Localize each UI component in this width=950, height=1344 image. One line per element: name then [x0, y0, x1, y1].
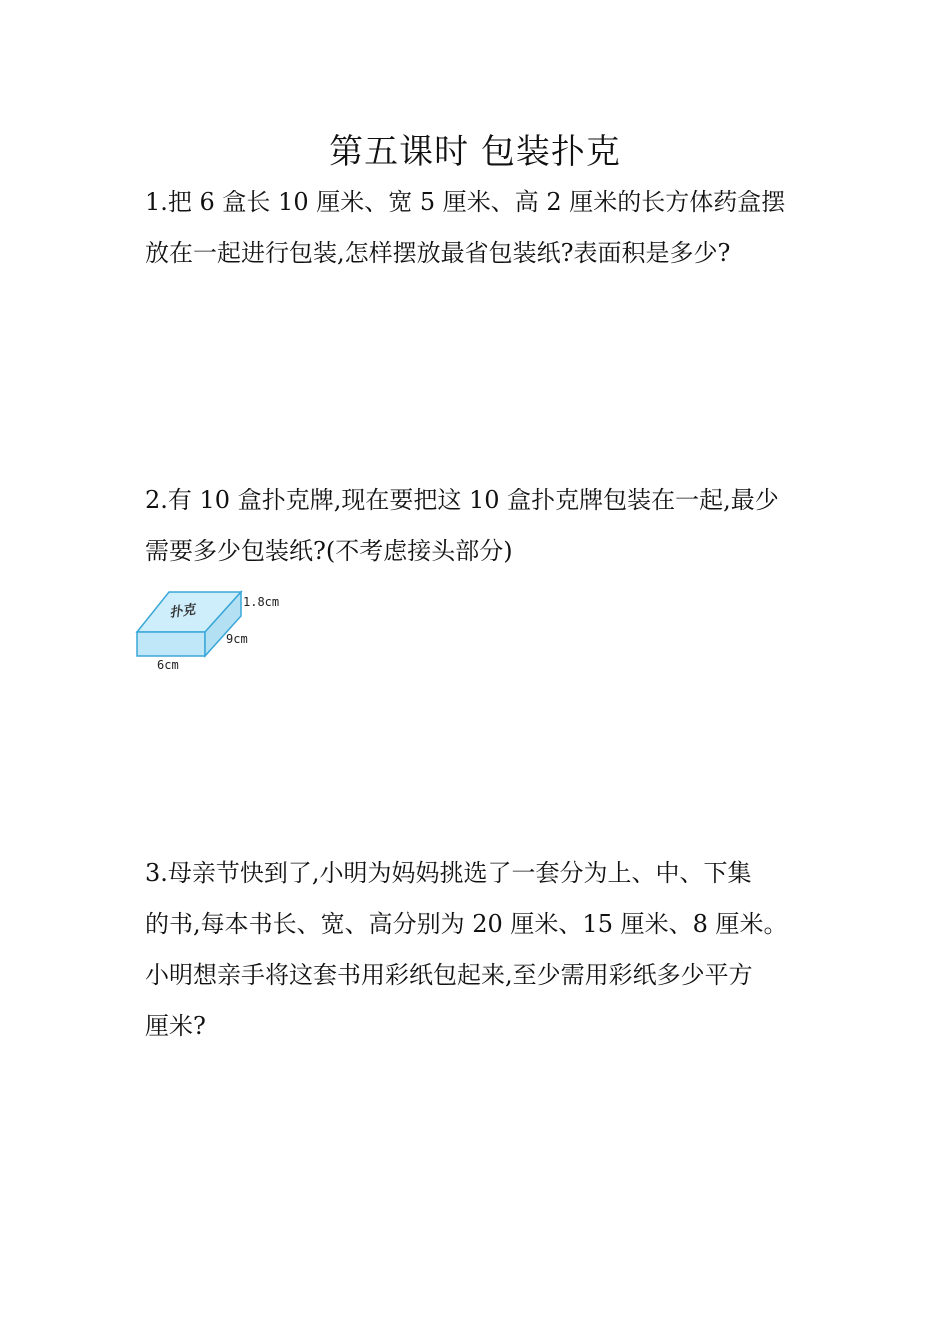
question-3-line-2: 的书,每本书长、宽、高分别为 20 厘米、15 厘米、8 厘米。	[145, 910, 788, 938]
page-title: 第五课时 包装扑克	[329, 132, 621, 172]
question-1-line-1: 1.把 6 盒长 10 厘米、宽 5 厘米、高 2 厘米的长方体药盒摆	[145, 188, 786, 216]
question-3-line-3: 小明想亲手将这套书用彩纸包起来,至少需用彩纸多少平方	[145, 961, 753, 989]
question-2-line-1: 2.有 10 盒扑克牌,现在要把这 10 盒扑克牌包装在一起,最少	[145, 486, 779, 514]
length-dimension-label: 6cm	[157, 658, 179, 672]
box-front-face	[137, 632, 205, 656]
box-label-text: 扑克	[168, 602, 197, 621]
playing-card-box-figure	[132, 584, 292, 676]
question-1-line-2: 放在一起进行包装,怎样摆放最省包装纸?表面积是多少?	[145, 239, 731, 267]
height-dimension-label: 1.8cm	[243, 595, 280, 609]
question-2-line-2: 需要多少包装纸?(不考虑接头部分)	[145, 537, 513, 565]
question-3-line-1: 3.母亲节快到了,小明为妈妈挑选了一套分为上、中、下集	[145, 859, 752, 887]
question-3-line-4: 厘米?	[145, 1012, 206, 1040]
width-dimension-label: 9cm	[226, 632, 248, 646]
card-box-diagram	[132, 584, 292, 676]
